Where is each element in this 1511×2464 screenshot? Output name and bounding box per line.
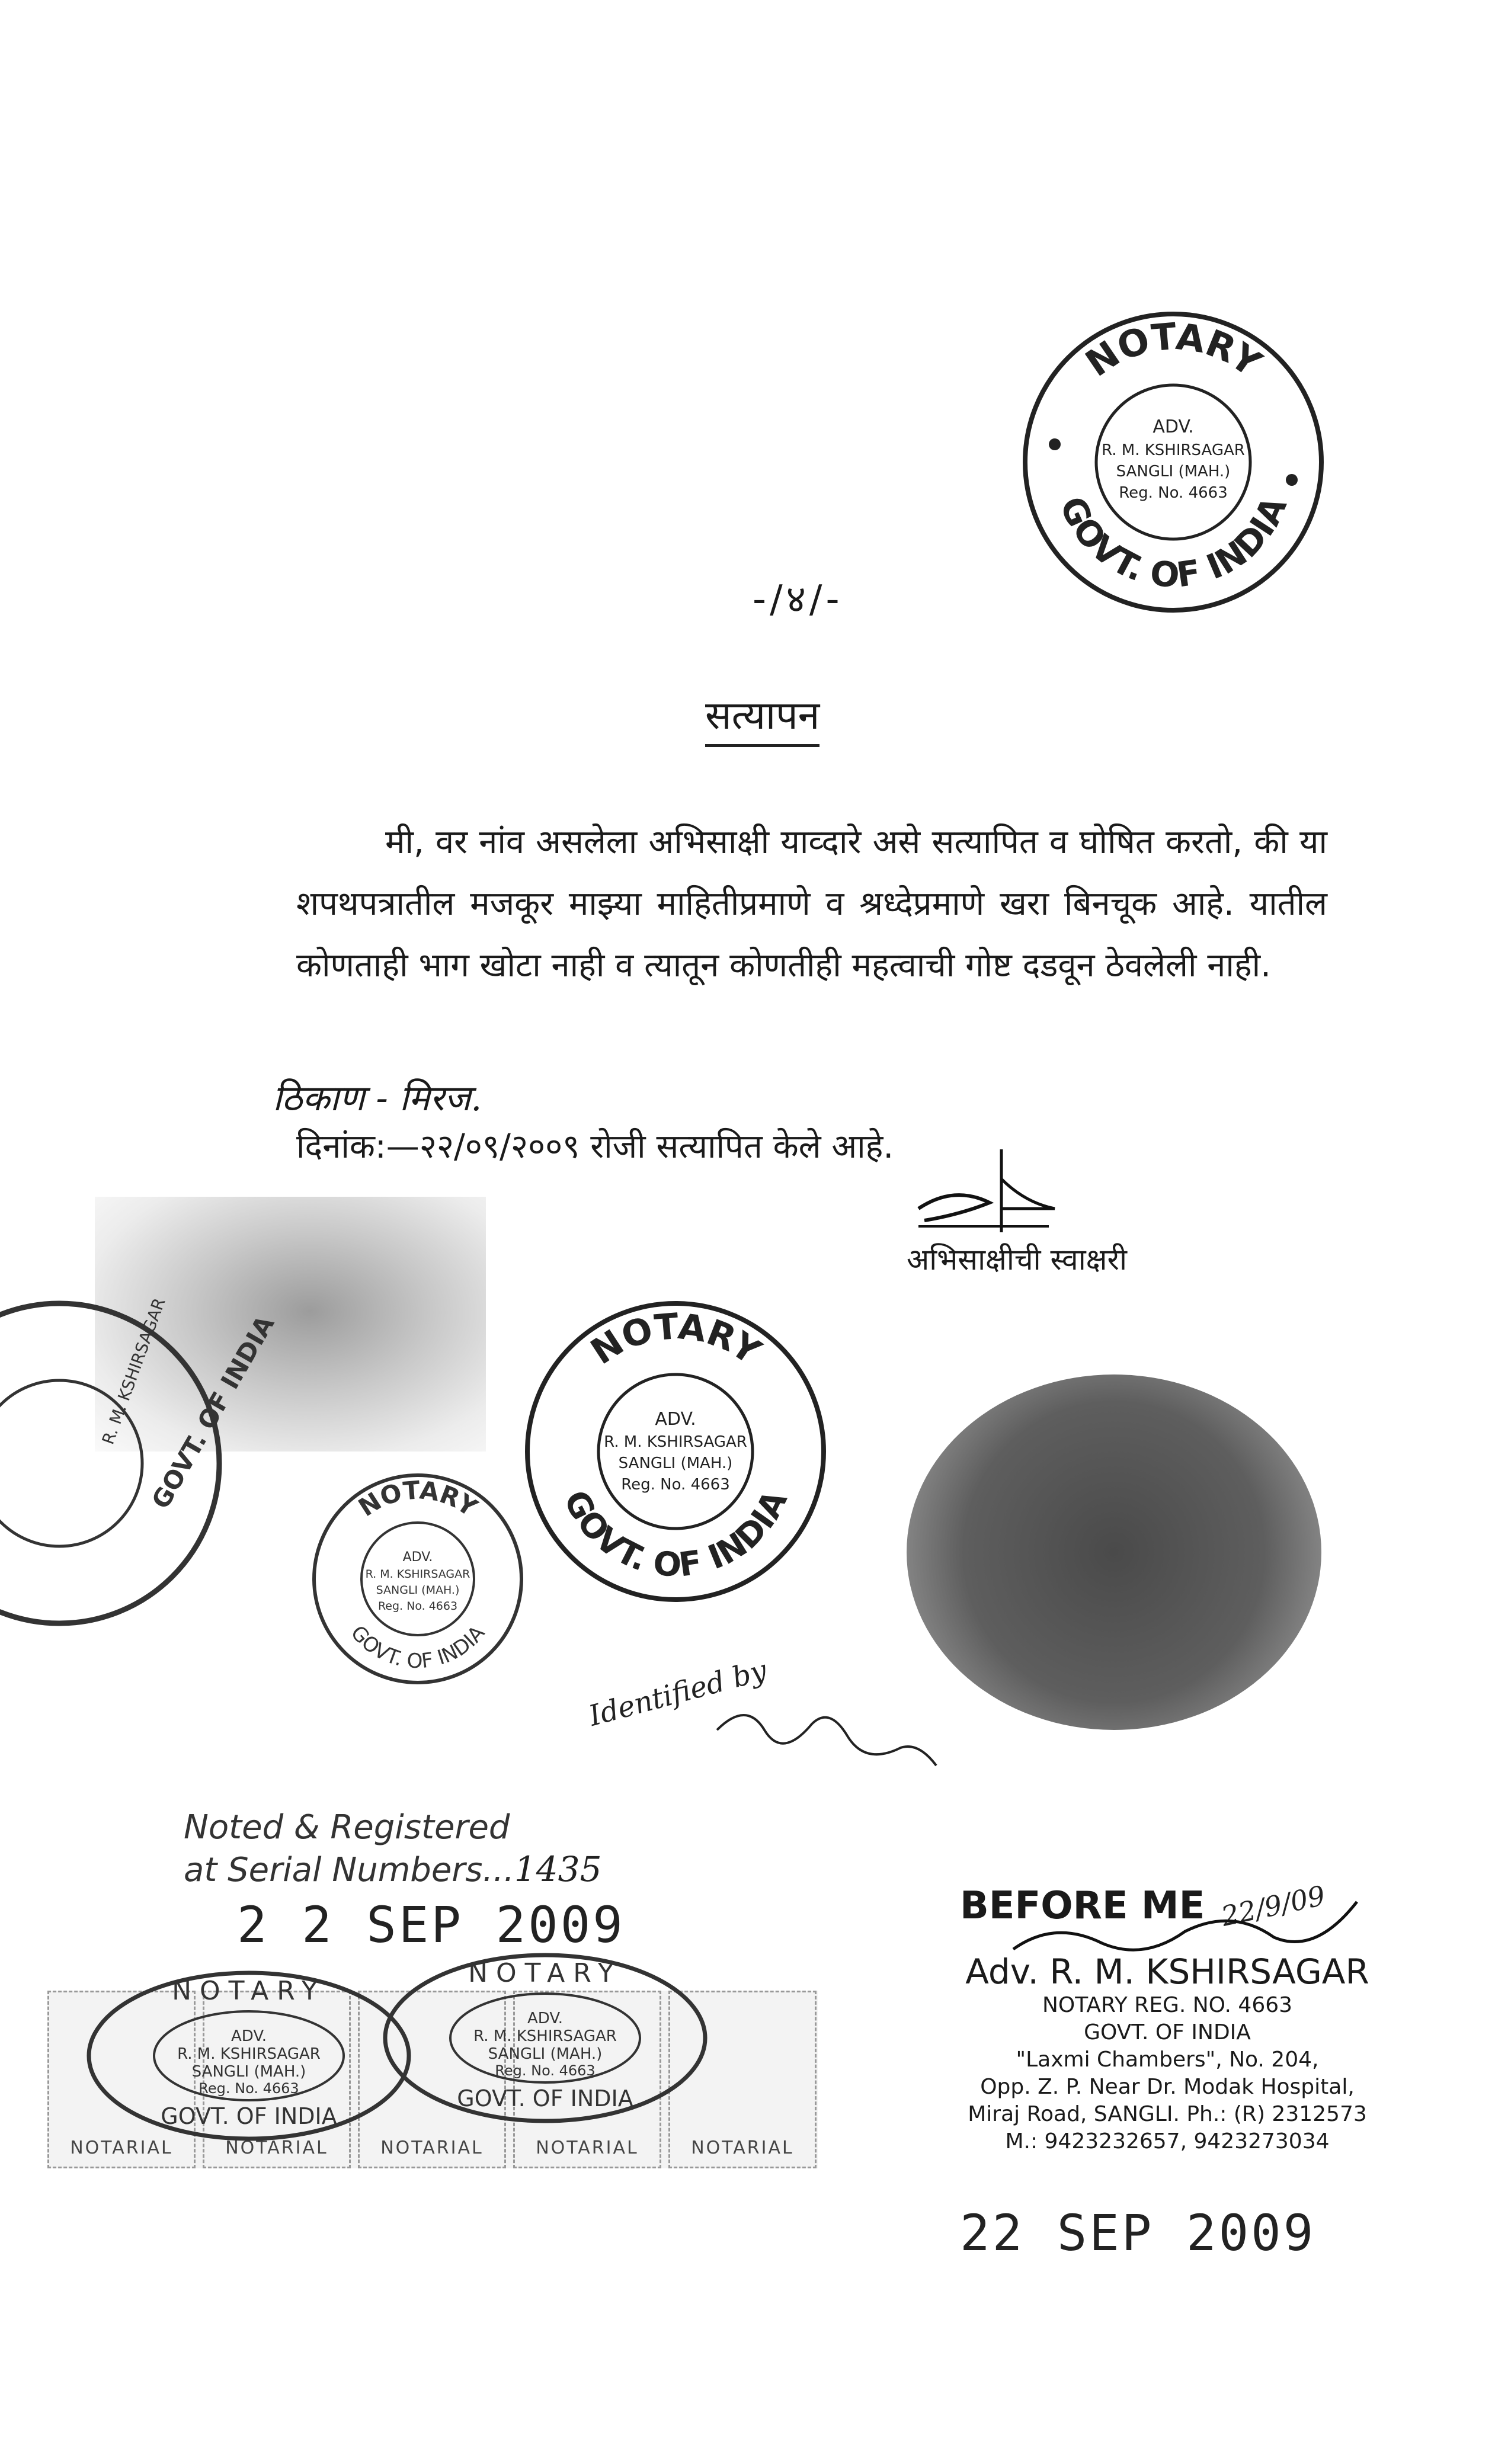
noted-registered: [184, 1807, 601, 1891]
notary-seal-small: [308, 1469, 527, 1688]
page-title: सत्यापन: [705, 687, 819, 747]
signature-label: अभिसाक्षीची स्वाक्षरी: [907, 1242, 1127, 1277]
svg-text:NOTARY: [353, 1475, 483, 1523]
noted-line-1: Noted & Registered: [184, 1808, 510, 1847]
notary-signature-date: 22/9/09: [1218, 1879, 1328, 1933]
date-line: दिनांक:—२२/०९/२००९ रोजी सत्यापित केले आहे.: [296, 1127, 894, 1166]
oval2-bottom: GOVT. OF INDIA: [457, 2085, 633, 2111]
page-number: -/४/-: [753, 578, 843, 621]
notary-phone-line: M.: 9423232657, 9423273034: [1005, 2129, 1330, 2154]
seal-adv: ADV.: [1153, 416, 1194, 437]
seal-bottom-text: GOVT. OF INDIA: [1051, 490, 1295, 596]
small-seal-reg: Reg. No. 4663: [377, 1600, 458, 1613]
before-me-label: BEFORE ME: [960, 1884, 1205, 1928]
svg-text:GOVT. OF INDIA: [1052, 491, 1295, 595]
left-seal-bottom: GOVT. OF INDIA: [146, 1310, 280, 1514]
small-seal-top: NOTARY: [353, 1475, 483, 1523]
notary-seal-oval-1: [83, 1967, 415, 2145]
notarial-stamp: NOTARIAL: [203, 1991, 351, 2168]
notarial-stamp: NOTARIAL: [668, 1991, 817, 2168]
deponent-signature: [907, 1143, 1155, 1238]
notary-address-line: Miraj Road, SANGLI. Ph.: (R) 2312573: [968, 2102, 1367, 2126]
svg-text:GOVT. OF INDIA: [346, 1621, 489, 1673]
mid-seal-adv: ADV.: [655, 1409, 696, 1430]
notary-seal-oval-2: [379, 1949, 711, 2127]
notary-seal-top: [1019, 308, 1327, 616]
mid-seal-name: R. M. KSHIRSAGAR: [604, 1433, 747, 1451]
oval1-top: NOTARY: [172, 1976, 326, 2006]
serial-number-handwritten: 1435: [514, 1849, 602, 1889]
place-handwritten: ठिकाण - मिरज.: [273, 1078, 482, 1119]
oval2-place: SANGLI (MAH.): [488, 2045, 603, 2063]
left-seal-name: R. M. KSHIRSAGAR: [98, 1295, 169, 1447]
notarial-stamp: NOTARIAL: [513, 1991, 661, 2168]
notarial-stamp: NOTARIAL: [358, 1991, 506, 2168]
svg-text:GOVT. OF INDIA: [556, 1484, 795, 1585]
notary-address-line: Opp. Z. P. Near Dr. Modak Hospital,: [980, 2075, 1355, 2099]
small-seal-adv: ADV.: [402, 1550, 433, 1565]
mid-seal-reg: Reg. No. 4663: [621, 1476, 730, 1494]
oval2-adv: ADV.: [527, 2010, 564, 2027]
mid-seal-top: NOTARY: [583, 1306, 768, 1373]
mid-seal-place: SANGLI (MAH.): [618, 1454, 733, 1472]
verification-paragraph: [296, 812, 1327, 997]
oval2-name: R. M. KSHIRSAGAR: [473, 2027, 617, 2045]
small-seal-place: SANGLI (MAH.): [376, 1584, 460, 1597]
notary-reg-line: NOTARY REG. NO. 4663: [1042, 1993, 1293, 2017]
identifier-signature: [711, 1694, 960, 1789]
identified-by-handwritten: Identified by: [585, 1654, 770, 1733]
notary-address-line: "Laxmi Chambers", No. 204,: [1016, 2048, 1319, 2072]
oval1-reg: Reg. No. 4663: [199, 2080, 299, 2097]
verification-text: मी, वर नांव असलेला अभिसाक्षी याव्दारे असे सत्यापित व घोषित करतो, की या शपथपत्रातील मजकूर माझ्या माहितीप्रमाणे व श्रध्देप्रमाणे खरा बिनचूक आहे. यातील कोणताही भाग खोटा नाही व त्यातून कोणतीही महत्वाची गोष्ट दडवून ठेवलेली नाही.: [296, 823, 1327, 985]
noted-line-2: at Serial Numbers...1435: [184, 1849, 602, 1889]
notary-name: Adv. R. M. KSHIRSAGAR: [965, 1952, 1369, 1992]
oval1-name: R. M. KSHIRSAGAR: [177, 2045, 321, 2063]
embossed-seal: [907, 1374, 1321, 1730]
small-seal-bottom: GOVT. OF INDIA: [345, 1621, 490, 1674]
seal-top-text: NOTARY: [1077, 315, 1269, 386]
oval1-bottom: GOVT. OF INDIA: [161, 2103, 337, 2129]
small-seal-name: R. M. KSHIRSAGAR: [365, 1568, 470, 1581]
svg-text:NOTARY: [1078, 315, 1270, 386]
seal-place: SANGLI (MAH.): [1116, 463, 1231, 480]
date-stamp-left: 2 2 SEP 2009: [237, 1896, 625, 1954]
before-me-stamp: [942, 1879, 1392, 2155]
seal-name: R. M. KSHIRSAGAR: [1102, 441, 1245, 459]
mid-seal-bottom: GOVT. OF INDIA: [556, 1484, 795, 1585]
oval1-place: SANGLI (MAH.): [191, 2063, 306, 2081]
notary-seal-middle: [521, 1297, 830, 1606]
notary-seal-left: [24, 1295, 280, 1629]
date-stamp-right: 22 SEP 2009: [960, 2204, 1316, 2262]
oval1-adv: ADV.: [231, 2027, 267, 2045]
seal-reg: Reg. No. 4663: [1119, 484, 1228, 502]
notary-signature: [1007, 1896, 1363, 1967]
oval2-reg: Reg. No. 4663: [495, 2062, 596, 2079]
notarial-stamp: NOTARIAL: [47, 1991, 196, 2168]
notary-govt-line: GOVT. OF INDIA: [1084, 2020, 1251, 2045]
oval2-top: NOTARY: [468, 1958, 622, 1988]
